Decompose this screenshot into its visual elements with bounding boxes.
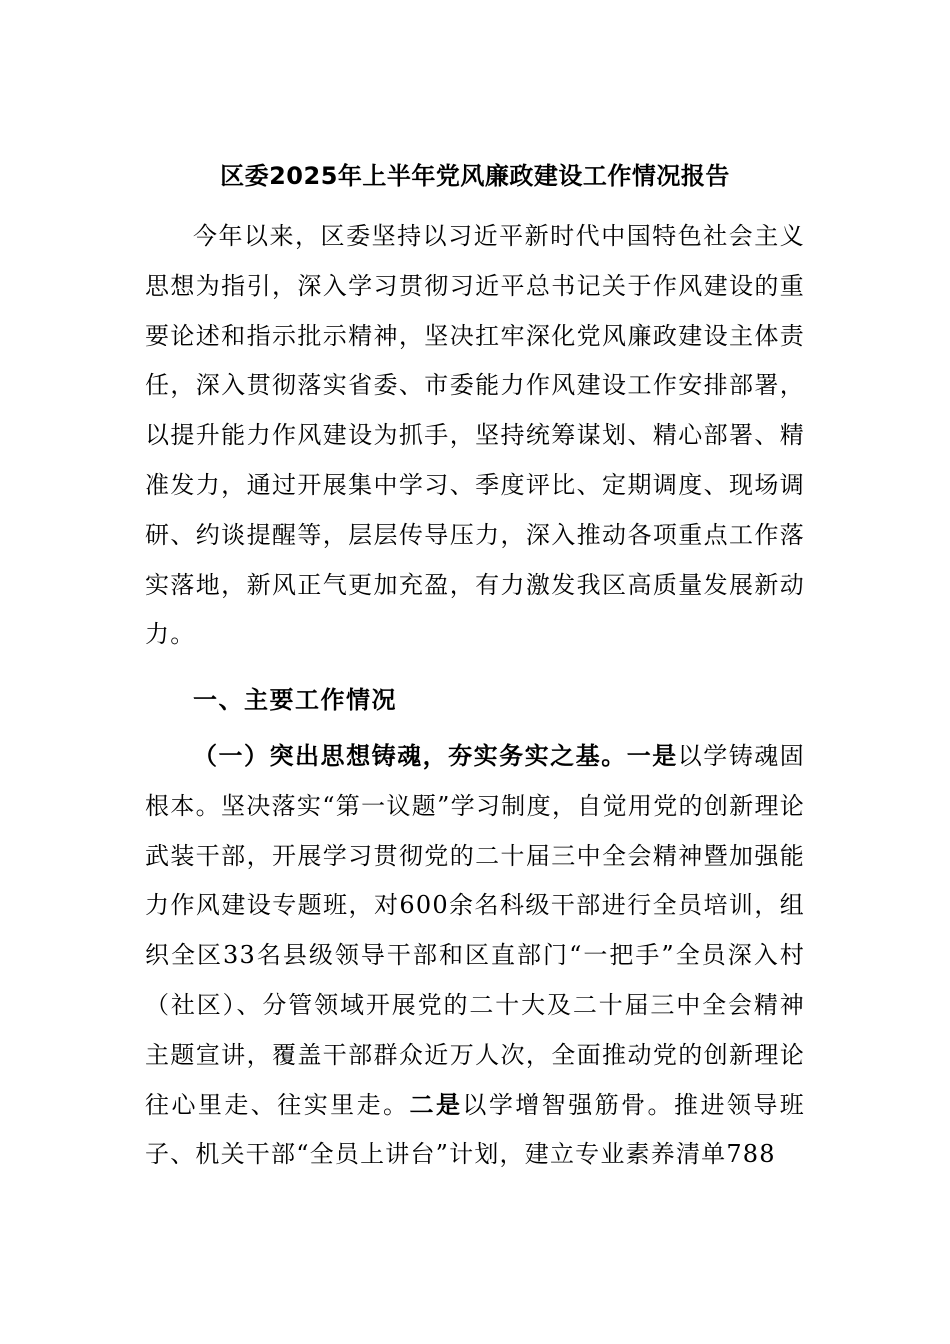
point-1-label: 一是 bbox=[626, 742, 678, 770]
point-2-text: 以学增智强筋骨。推进领导班子、机关干部“全员上讲台”计划，建立专业素养清单788 bbox=[145, 1090, 805, 1169]
intro-paragraph: 今年以来，区委坚持以习近平新时代中国特色社会主义思想为指引，深入学习贯彻习近平总书记关于作风建设的重要论述和指示批示精神，坚决扛牢深化党风廉政建设主体责任，深入贯彻落实省委、市委能力作风建设工作安排部署，以提升能力作风建设为抓手，坚持统筹谋划、精心部署、精准发力，通过开展集中学习、季度评比、定期调度、现场调研、约谈提醒等，层层传导压力，深入推动各项重点工作落实落地，新风正气更加充盈，有力激发我区高质量发展新动力。 bbox=[145, 222, 805, 649]
document-title: 区委2025年上半年党风廉政建设工作情况报告 bbox=[220, 162, 730, 190]
point-2-label: 二是 bbox=[409, 1090, 463, 1119]
section-heading-main-work: 一、主要工作情况 bbox=[193, 686, 397, 714]
point-1-text: 以学铸魂固根本。坚决落实“第一议题”学习制度，自觉用党的创新理论武装干部，开展学习贯彻党的二十届三中全会精神暨加强能力作风建设专题班，对600余名科级干部进行全员培训，组织全区33名县级领导干部和区直部门“一把手”全员深入村（社区）、分管领域开展党的二十大及二十届三中全会精神主题宣讲，覆盖干部群众近万人次，全面推动党的创新理论往心里走、往实里走。 bbox=[145, 742, 805, 1119]
subsection-paragraph bbox=[145, 732, 805, 1180]
subsection-heading: （一）突出思想铸魂，夯实务实之基。 bbox=[193, 742, 627, 770]
